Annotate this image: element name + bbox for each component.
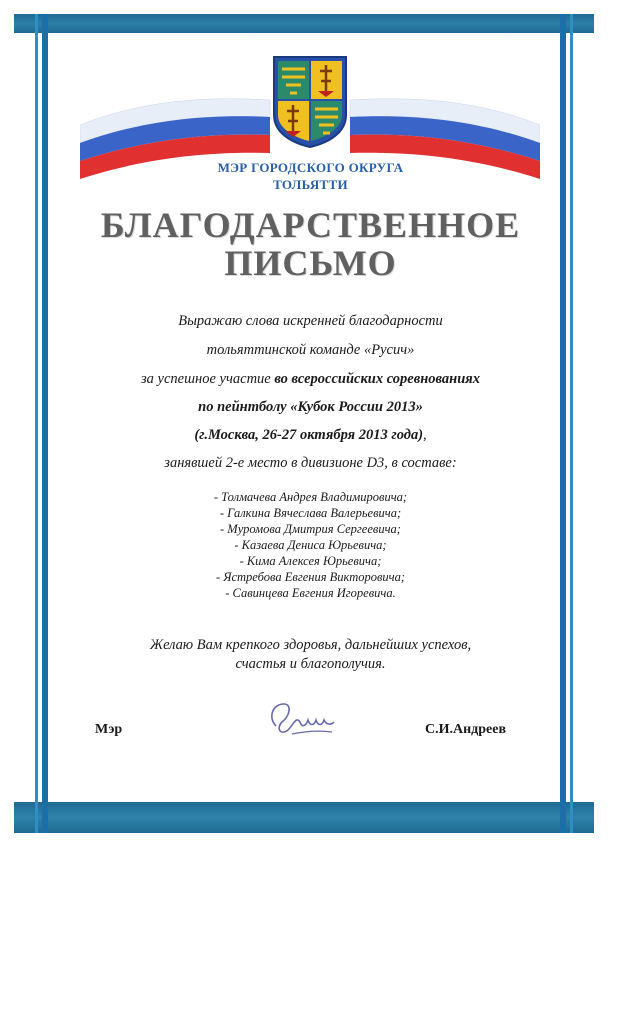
signatory-name: С.И.Андреев (425, 722, 507, 737)
body-line-4-bold: по пейнтболу «Кубок России 2013» (198, 399, 423, 415)
body-line-3 (0, 370, 621, 388)
member-item: - Кима Алексея Юрьевича; (239, 554, 382, 568)
body-line-2: тольяттинской команде «Русич» (206, 342, 415, 358)
closing-line-2: счастья и благополучия. (235, 656, 386, 672)
body-line-6: занявшей 2-е место в дивизионе D3, в составе: (164, 455, 457, 471)
body-line-4 (0, 398, 621, 416)
member-item: - Ястребова Евгения Викторовича; (215, 570, 406, 584)
closing-line-1: Желаю Вам крепкого здоровья, дальнейших успехов, (149, 637, 472, 653)
body-line-5-tail: , (423, 427, 427, 443)
title-line-2: ПИСЬМО (224, 243, 397, 283)
body-line-3-bold: во всероссийских соревнованиях (274, 371, 480, 387)
member-item: - Толмачева Андрея Владимировича; (213, 490, 408, 504)
body-line-5 (0, 426, 621, 444)
body-line-1: Выражаю слова искренней благодарности (178, 313, 443, 329)
member-item: - Галкина Вячеслава Валерьевича; (219, 506, 402, 520)
body-line-3-plain: за успешное участие (141, 371, 271, 387)
body-line-5-bold: (г.Москва, 26-27 октября 2013 года) (194, 427, 424, 443)
signatory-position: Мэр (95, 722, 123, 737)
member-item: - Казаева Дениса Юрьевича; (234, 538, 387, 552)
coat-of-arms-icon (272, 55, 348, 149)
signature-icon (262, 696, 342, 746)
title-line-1: БЛАГОДАРСТВЕННОЕ (100, 205, 521, 245)
frame-right-line-inner (560, 14, 566, 833)
frame-bottom-band (14, 802, 594, 833)
member-item: - Муромова Дмитрия Сергеевича; (220, 522, 401, 536)
office-line-2: ТОЛЬЯТТИ (273, 177, 348, 192)
frame-left-line-outer (35, 14, 38, 833)
frame-right-line-outer (570, 14, 573, 833)
member-item: - Савинцева Евгения Игоревича. (225, 586, 396, 600)
frame-left-line-inner (42, 14, 48, 833)
office-line-1: МЭР ГОРОДСКОГО ОКРУГА (217, 160, 404, 175)
frame-top-band (14, 14, 594, 33)
